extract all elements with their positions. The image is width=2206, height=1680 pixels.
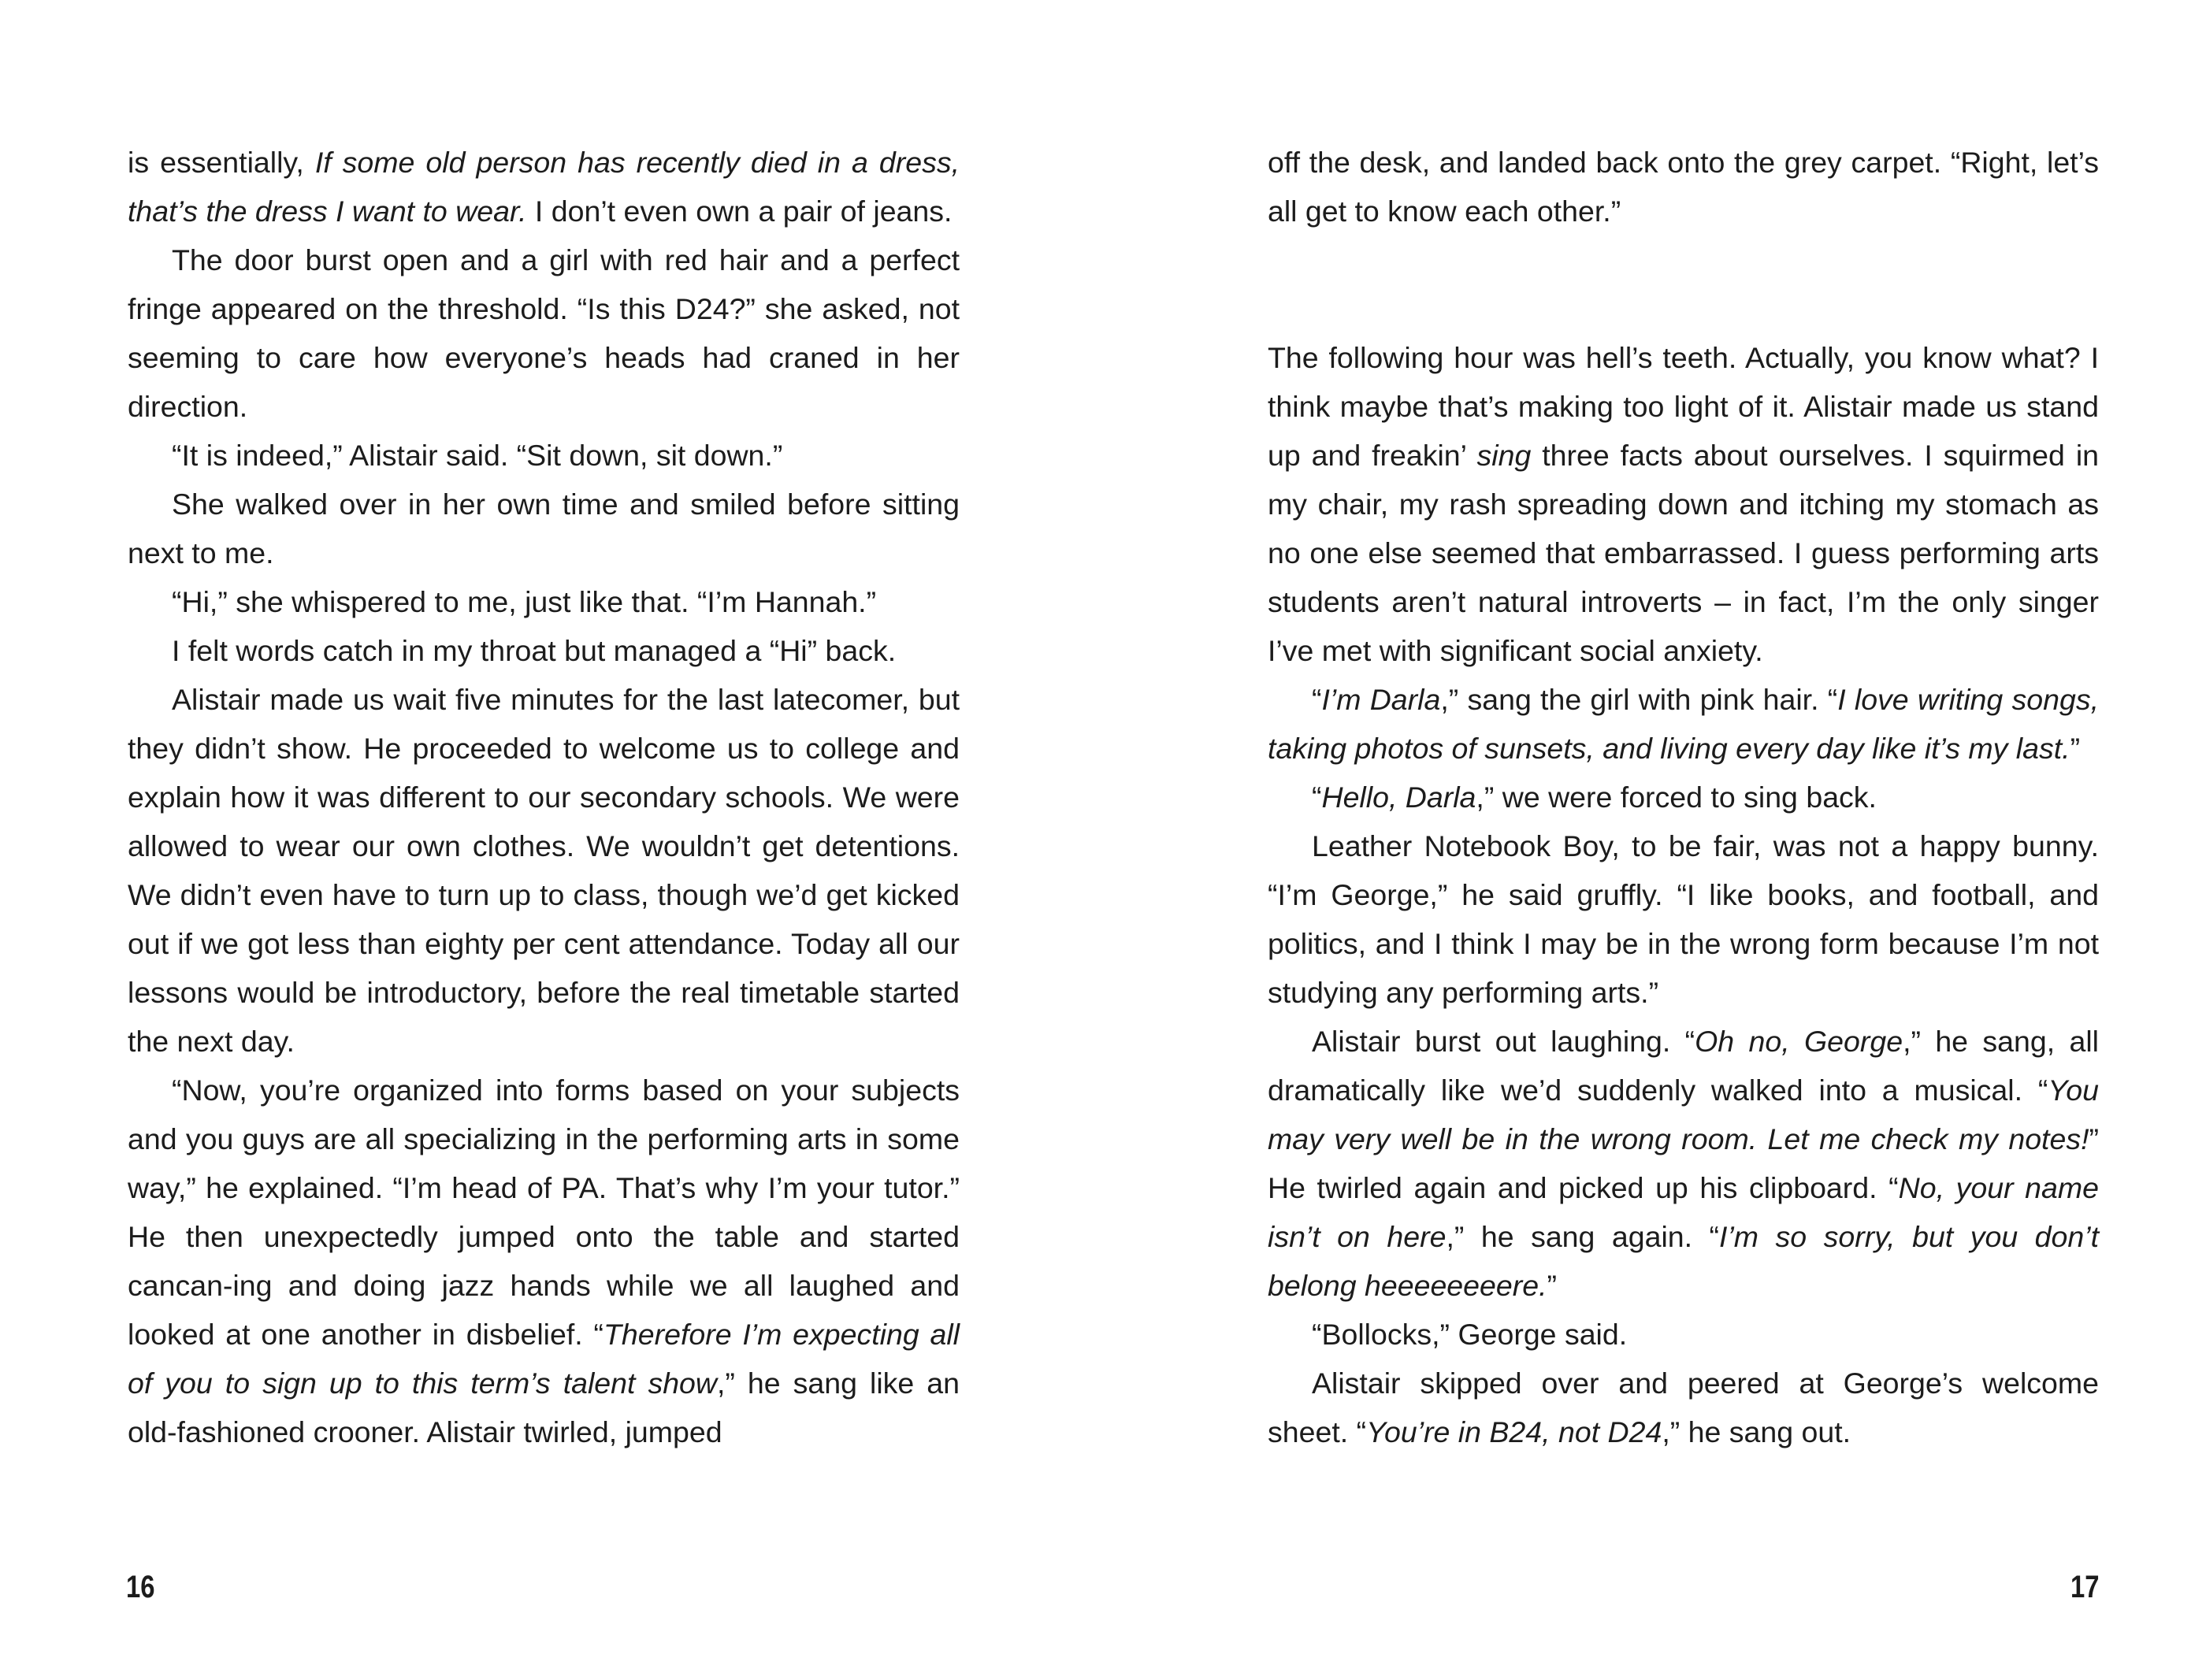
right-page-text	[1268, 138, 2099, 1456]
paragraph: “I’m Darla,” sang the girl with pink hair. “I love writing songs, taking photos of sunsets, and living every day like it’s my last.”	[1268, 683, 2099, 765]
paragraph: Leather Notebook Boy, to be fair, was not a happy bunny. “I’m George,” he said gruffly. “I like books, and football, and politics, and I think I may be in the wrong form because I’m not studying any performing arts.”	[1268, 829, 2099, 1009]
paragraph: “Hello, Darla,” we were forced to sing back.	[1312, 781, 1877, 814]
paragraph: The door burst open and a girl with red hair and a perfect fringe appeared on the threshold. “Is this D24?” she asked, not seeming to care how everyone’s heads had craned in her direction.	[128, 243, 960, 423]
left-page-text	[128, 138, 960, 1456]
paragraph: “Bollocks,” George said.	[1312, 1318, 1628, 1351]
paragraph: Alistair skipped over and peered at George’s welcome sheet. “You’re in B24, not D24,” he sang out.	[1268, 1367, 2099, 1448]
paragraph: Alistair burst out laughing. “Oh no, George,” he sang, all dramatically like we’d suddenly walked into a musical. “You may very well be in the wrong room. Let me check my notes!” He twirled again and picked up his clipboard. “No, your name isn’t on here,” he sang again. “I’m so sorry, but you don’t belong heeeeeeeere.”	[1268, 1025, 2099, 1302]
paragraph: “It is indeed,” Alistair said. “Sit down, sit down.”	[172, 439, 783, 472]
paragraph: is essentially, If some old person has recently died in a dress, that’s the dress I want to wear. I don’t even own a pair of jeans.	[128, 146, 960, 228]
page-number-right: 17	[2070, 1570, 2099, 1604]
page-number-left: 16	[126, 1570, 155, 1604]
paragraph: off the desk, and landed back onto the grey carpet. “Right, let’s all get to know each other.”	[1268, 146, 2099, 228]
paragraph: The following hour was hell’s teeth. Actually, you know what? I think maybe that’s making too light of it. Alistair made us stand up and freakin’ sing three facts about ourselves. I squirmed in my chair, my rash spreading down and itching my stomach as no one else seemed that embarrassed. I guess performing arts students aren’t natural introverts – in fact, I’m the only singer I’ve met with significant social anxiety.	[1268, 341, 2100, 667]
paragraph: “Hi,” she whispered to me, just like that. “I’m Hannah.”	[172, 585, 877, 618]
paragraph: She walked over in her own time and smiled before sitting next to me.	[128, 488, 960, 569]
paragraph: I felt words catch in my throat but managed a “Hi” back.	[172, 634, 897, 667]
paragraph: Alistair made us wait five minutes for the last latecomer, but they didn’t show. He proceeded to welcome us to college and explain how it was different to our secondary schools. We were allowed to wear our own clothes. We wouldn’t get detentions. We didn’t even have to turn up to class, though we’d get kicked out if we got less than eighty per cent attendance. Today all our lessons would be introductory, before the real timetable started the next day.	[128, 683, 960, 1058]
paragraph: “Now, you’re organized into forms based on your subjects and you guys are all specializing in the performing arts in some way,” he explained. “I’m head of PA. That’s why I’m your tutor.” He then unexpectedly jumped onto the table and started cancan-ing and doing jazz hands while we all laughed and looked at one another in disbelief. “Therefore I’m expecting all of you to sign up to this term’s talent show,” he sang like an old-fashioned crooner. Alistair twirled, jumped	[128, 1074, 960, 1448]
